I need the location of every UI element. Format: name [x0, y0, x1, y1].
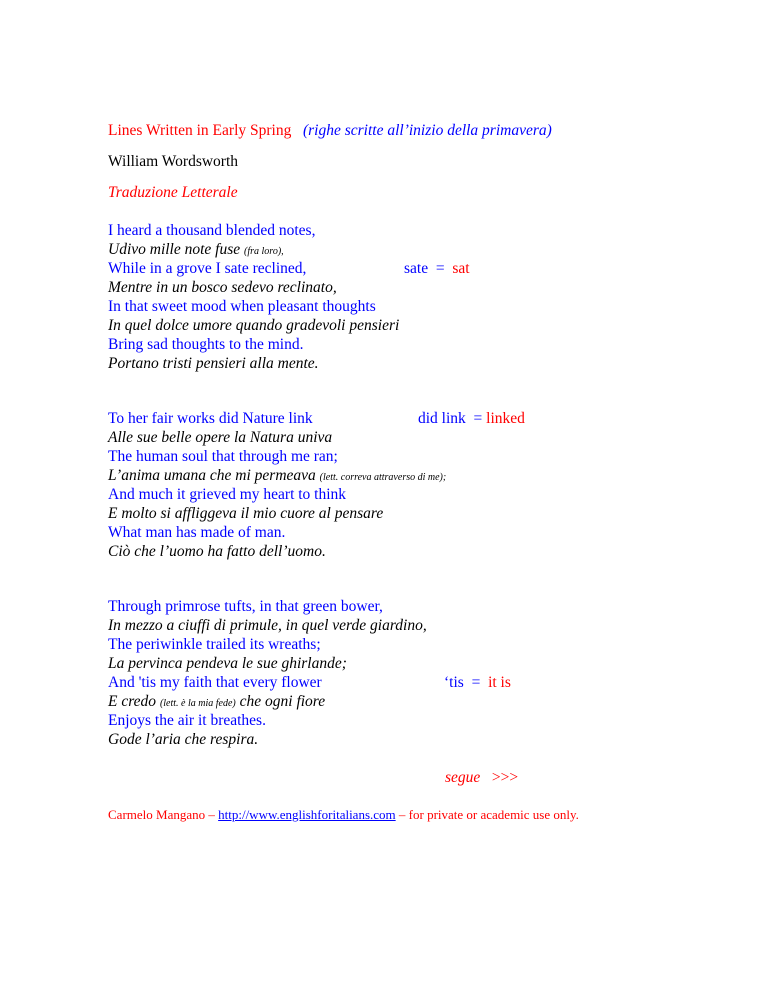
stanza1-line1: I heard a thousand blended notes, [108, 222, 316, 239]
stanza3-line3: The periwinkle trailed its wreaths; [108, 636, 321, 653]
stanza3-line8: Gode l’aria che respira. [108, 731, 259, 748]
gloss-equals: = [473, 410, 483, 427]
stanza3-line2: In mezzo a ciuffi di primule, in quel verde giardino, [108, 617, 427, 634]
stanza3-line6-text-b: che ogni fiore [235, 693, 326, 710]
gloss-term: sate [404, 260, 429, 277]
stanza2-line1: To her fair works did Nature link [108, 410, 313, 427]
stanza1-line2 [108, 240, 284, 261]
stanza2-line2: Alle sue belle opere la Natura univa [108, 429, 333, 446]
stanza2-gloss [418, 409, 525, 428]
footer-credit [108, 807, 579, 823]
stanza2-line3: The human soul that through me ran; [108, 448, 338, 465]
gloss-meaning: sat [452, 260, 470, 277]
gloss-term: ‘tis [444, 674, 464, 691]
stanza3-line7: Enjoys the air it breathes. [108, 712, 266, 729]
stanza2-line7: What man has made of man. [108, 524, 286, 541]
stanza1-line4: Mentre in un bosco sedevo reclinato, [108, 279, 337, 296]
stanza2-line4-note: (lett. correva attraverso di me); [319, 472, 447, 483]
stanza3-line6-note: (lett. è la mia fede) [159, 698, 236, 709]
stanza2-line8: Ciò che l’uomo ha fatto dell’uomo. [108, 543, 326, 560]
poem-author: William Wordsworth [108, 153, 239, 170]
gloss-meaning: it is [488, 674, 511, 691]
stanza3-line6-text-a: E credo [108, 693, 160, 710]
stanza3-line5: And 'tis my faith that every flower [108, 674, 322, 691]
gloss-meaning: linked [486, 410, 525, 427]
stanza1-line2-text: Udivo mille note fuse [108, 241, 245, 258]
poem-title: Lines Written in Early Spring [108, 122, 292, 139]
stanza2-line5: And much it grieved my heart to think [108, 486, 347, 503]
stanza3-line6 [108, 692, 325, 713]
stanza3-gloss [444, 673, 511, 692]
poem-title-line [108, 121, 552, 140]
segue-link[interactable] [445, 768, 518, 787]
footer-usage-note: – for private or academic use only. [395, 807, 579, 822]
stanza2-line4 [108, 466, 446, 487]
gloss-term: did link [418, 410, 466, 427]
poem-title-translation: (righe scritte all’inizio della primavera) [302, 122, 552, 139]
footer-website-link[interactable]: http://www.englishforitalians.com [218, 807, 396, 822]
stanza1-gloss [404, 259, 470, 278]
footer-author: Carmelo Mangano – [108, 807, 219, 822]
stanza1-line7: Bring sad thoughts to the mind. [108, 336, 304, 353]
stanza1-line3: While in a grove I sate reclined, [108, 260, 307, 277]
stanza1-line8: Portano tristi pensieri alla mente. [108, 355, 319, 372]
segue-label: segue [445, 769, 481, 786]
stanza1-line2-note: (fra loro), [244, 246, 284, 257]
gloss-equals: = [471, 674, 481, 691]
stanza1-line6: In quel dolce umore quando gradevoli pensieri [108, 317, 400, 334]
stanza2-line4-text: L’anima umana che mi permeava [108, 467, 320, 484]
gloss-equals: = [435, 260, 445, 277]
stanza2-line6: E molto si affliggeva il mio cuore al pensare [108, 505, 384, 522]
stanza1-line5: In that sweet mood when pleasant thoughts [108, 298, 376, 315]
stanza3-line1: Through primrose tufts, in that green bower, [108, 598, 383, 615]
translation-subtitle: Traduzione Letterale [108, 184, 238, 201]
stanza3-line4: La pervinca pendeva le sue ghirlande; [108, 655, 347, 672]
segue-arrow: >>> [491, 769, 519, 786]
